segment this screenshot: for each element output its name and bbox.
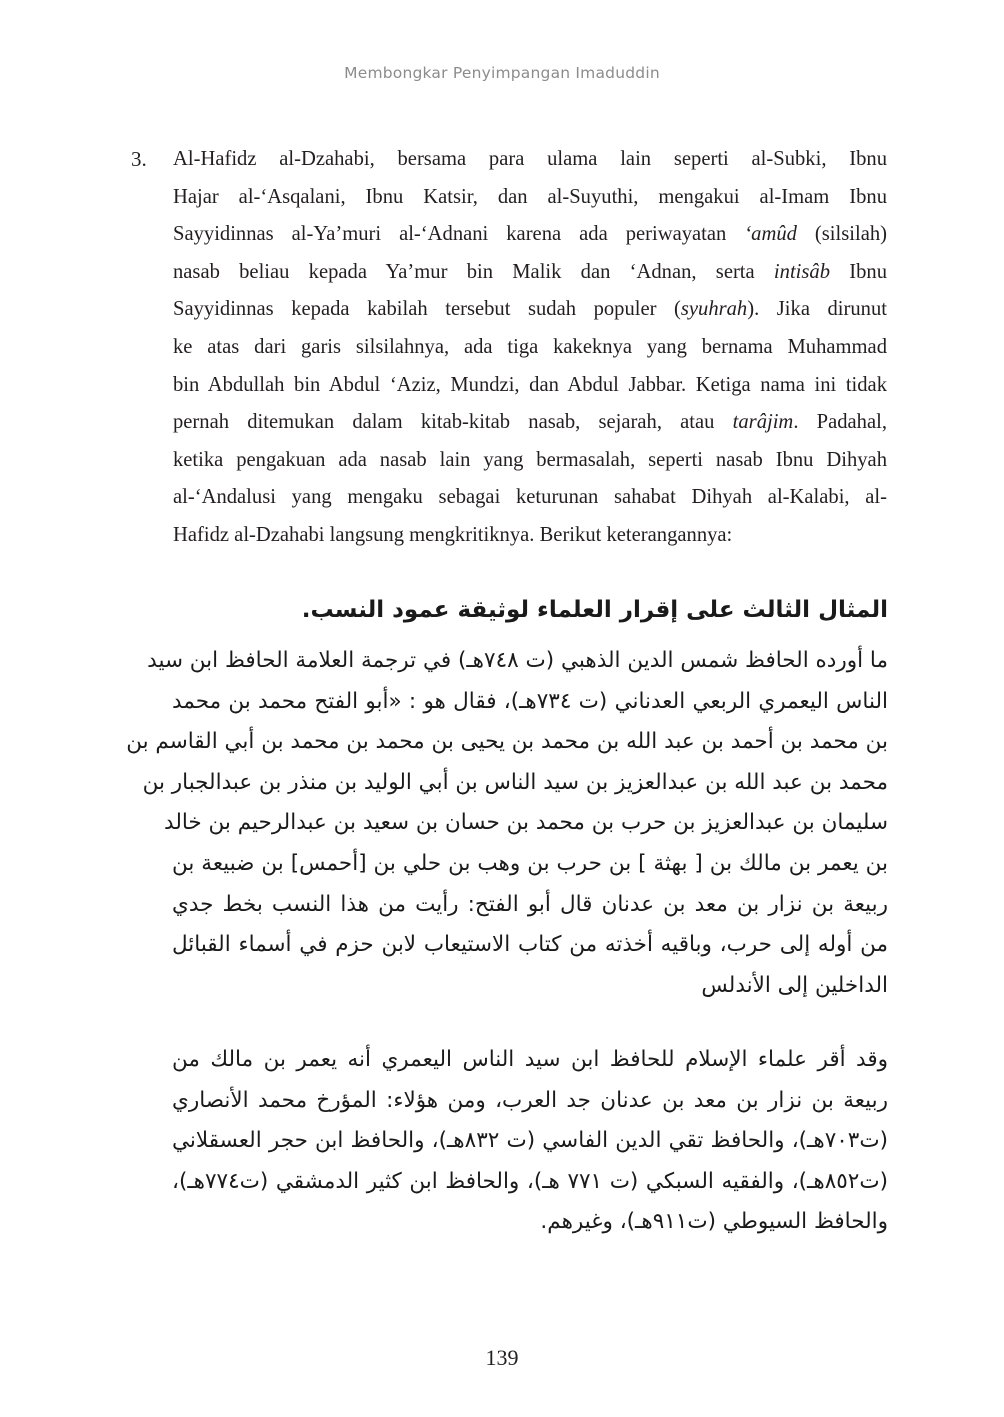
term-intisab: intisâb: [773, 260, 830, 283]
paragraph-line: bin Abdullah bin Abdul ‘Aziz, Mundzi, dan Abdul Jabbar. Ketiga nama ini tidak: [173, 373, 887, 396]
arabic-line: سليمان بن عبدالعزيز بن حرب بن محمد بن حسان بن سعيد بن عبدالرحيم بن خالد: [164, 810, 888, 836]
paragraph-line: pernah ditemukan dalam kitab-kitab nasab, sejarah, atau tarâjim. Padahal,: [173, 411, 887, 434]
arabic-line: بن محمد بن أحمد بن عبد الله بن محمد بن يحيى بن محمد بن محمد بن أبي القاسم بن: [126, 729, 888, 755]
arabic-heading: المثال الثالث على إقرار العلماء لوثيقة عمود النسب.: [301, 597, 888, 623]
paragraph-line: Hajar al-‘Asqalani, Ibnu Katsir, dan al-Suyuthi, mengakui al-Imam Ibnu: [173, 185, 887, 208]
running-header: Membongkar Penyimpangan Imaduddin: [344, 64, 660, 82]
paragraph-line: ketika pengakuan ada nasab lain yang bermasalah, seperti nasab Ibnu Dihyah: [173, 448, 887, 471]
arabic-line: الداخلين إلى الأندلس: [701, 972, 888, 998]
arabic-line: ربيعة بن نزار بن معد بن عدنان قال أبو الفتح: رأيت من هذا النسب بخط جدي: [172, 891, 888, 917]
paragraph-line: ke atas dari garis silsilahnya, ada tiga kakeknya yang bernama Muhammad: [173, 335, 887, 358]
item-number: 3.: [131, 147, 147, 171]
term-syuhrah: syuhrah: [680, 298, 748, 321]
arabic-line: ربيعة بن نزار بن معد بن عدنان جد العرب، ومن هؤلاء: المؤرخ محمد الأنصاري: [172, 1087, 888, 1113]
arabic-line: بن يعمر بن مالك بن [ بهثة ] بن حرب بن وهب بن حلي بن [أحمس] بن ضبيعة بن: [172, 850, 888, 876]
arabic-line: من أوله إلى حرب، وباقيه أخذته من كتاب الاستيعاب لابن حزم في أسماء القبائل: [172, 932, 888, 958]
arabic-line: محمد بن عبد الله بن عبدالعزيز بن سيد الناس بن أبي الوليد بن منذر بن عبدالجبار بن: [142, 769, 888, 795]
paragraph-line: Sayyidinnas al-Ya’muri al-‘Adnani karena ada periwayatan ‘amûd (silsilah): [173, 223, 887, 246]
arabic-line: (ت٨٥٢هـ)، والفقيه السبكي (ت ٧٧١ هـ)، والحافظ ابن كثير الدمشقي (ت٧٧٤هـ)،: [172, 1168, 888, 1194]
paragraph-line: Al-Hafidz al-Dzahabi, bersama para ulama lain seperti al-Subki, Ibnu: [173, 148, 887, 170]
arabic-line: الناس اليعمري الربعي العدناني (ت ٧٣٤هـ)، فقال هو : «أبو الفتح محمد بن محمد: [172, 688, 888, 714]
arabic-line: وقد أقر علماء الإسلام للحافظ ابن سيد الناس اليعمري أنه يعمر بن مالك من: [172, 1047, 888, 1072]
arabic-line: ما أورده الحافظ شمس الدين الذهبي (ت ٧٤٨هـ) في ترجمة العلامة الحافظ ابن سيد: [147, 648, 888, 673]
arabic-line: والحافظ السيوطي (ت٩١١هـ)، وغيرهم.: [540, 1209, 888, 1235]
paragraph-line: Hafidz al-Dzahabi langsung mengkritiknya. Berikut keterangannya:: [173, 523, 733, 546]
arabic-line: (ت٧٠٣هـ)، والحافظ تقي الدين الفاسي (ت ٨٣٢هـ)، والحافظ ابن حجر العسقلاني: [172, 1128, 888, 1154]
term-amud: ‘amûd: [744, 223, 797, 246]
term-tarajim: tarâjim: [732, 411, 794, 434]
paragraph-line: nasab beliau kepada Ya’mur bin Malik dan ‘Adnan, serta intisâb Ibnu: [173, 260, 887, 283]
paragraph-line: Sayyidinnas kepada kabilah tersebut sudah populer (syuhrah). Jika dirunut: [173, 298, 887, 321]
arabic-quote: [126, 641, 888, 1006]
arabic-paragraph: [172, 1040, 888, 1243]
page-number: 139: [485, 1345, 519, 1370]
paragraph-line: al-‘Andalusi yang mengaku sebagai keturunan sahabat Dihyah al-Kalabi, al-: [173, 486, 887, 509]
item-paragraph: [173, 141, 887, 555]
